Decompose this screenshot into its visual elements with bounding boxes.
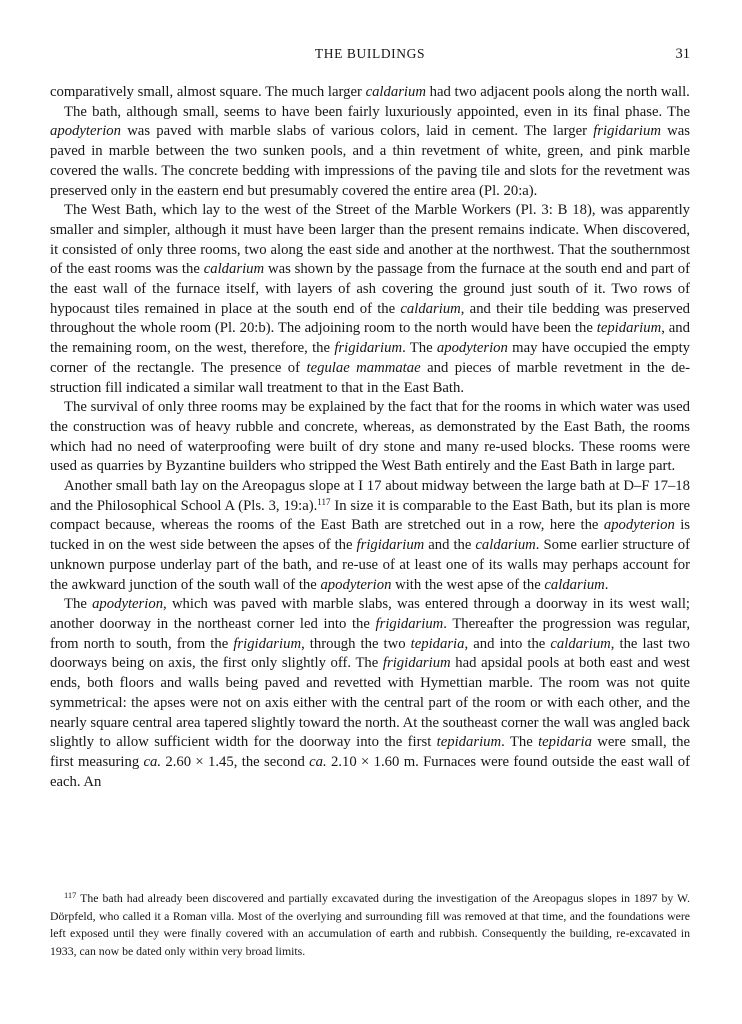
text-run: were small, the first measuring [50, 734, 690, 770]
italic-term: ca. [143, 753, 162, 770]
text-run: had apsidal pools at both east and west ends, both floors and walls being paved and revetted with Hymettian marble. The room was not quite symmetrical: the apses were not on axis either with the central part of the room or with each other, and the nearly square central area tapered slightly toward the north. At the southeast corner the wall was angled back slightly to allow sufficient width for the doorway into the first [50, 655, 690, 751]
text-run: . Thereafter the progression was regular, from north to south, from the [50, 615, 690, 652]
text-run: The bath, although small, seems to have been fairly luxuriously appointed, even in its final phase. The [64, 103, 690, 120]
italic-term: ca. [309, 753, 327, 770]
italic-term: apodyterion [436, 340, 508, 357]
italic-term: frigidarium [593, 123, 661, 140]
footnote-number: 117 [64, 890, 77, 900]
text-run: , and their tile bedding was preserved throughout the whole room (Pl. 20:b). The adjoining room to the north would have been the [50, 300, 690, 337]
body-paragraph [50, 201, 690, 398]
italic-term: apodyterion [603, 517, 675, 534]
footnote [50, 890, 690, 960]
running-title: THE BUILDINGS [314, 46, 426, 61]
italic-term: tegulae mammatae [306, 359, 421, 376]
text-run: , through the two [301, 635, 411, 652]
italic-term: caldarium [544, 576, 605, 593]
text-run: had two adjacent pools along the north wall. [425, 84, 690, 100]
text-run: 2.10 × 1.60 m. Furnaces were found outside the east wall of each. An [50, 753, 690, 790]
text-run: In size it is comparable to the East Bath, but its plan is more compact because, whereas the rooms of the East Bath are stretched out in a row, here the [50, 497, 690, 534]
text-run: was shown by the passage from the furnace at the south end and part of the east wall of the furnace itself, with layers of ash covering the ground just south of it. Two rows of hypocaust tiles remained in place at the south end of the [50, 261, 690, 317]
text-run: is tucked in on the west side between the apses of the [50, 517, 691, 554]
body-paragraph [50, 398, 690, 477]
text-run: 2.60 × 1.45, the second [161, 753, 310, 770]
italic-term: tepidarium [436, 734, 502, 751]
text-run: with the west apse of the [391, 576, 545, 593]
italic-term: caldarium [550, 635, 611, 652]
italic-term: caldarium [365, 84, 426, 100]
footnote-paragraph [50, 890, 690, 960]
body-paragraph [50, 103, 690, 202]
text-run: , and the remaining room, on the west, therefore, the [50, 320, 690, 357]
italic-term: tepidaria [538, 734, 592, 751]
text-run: was paved in marble between the two sunken pools, and a thin revetment of white, green, and pink marble covered the walls. The concrete bedding with impressions of the paving tile and slots for the revetment was preserved only in the eastern end but presumably covered the entire area (Pl. 20:a). [50, 123, 691, 199]
italic-term: frigidarium [356, 537, 425, 554]
italic-term: tepidarium [596, 320, 662, 337]
text-run: The [64, 596, 93, 613]
text-run: comparatively small, almost square. The much larger [50, 84, 366, 100]
footnote-reference: 117 [317, 496, 331, 507]
italic-term: frigidarium [233, 635, 302, 652]
text-run: and the [424, 537, 476, 554]
text-run: The West Bath, which lay to the west of the Street of the Marble Workers (Pl. 3: B 18), was apparently smaller and simpler, although it must have been larger than the present remains indicate. When discovered, it consisted of only three rooms, two along the east side and another at the northwest. That the southernmost of the east rooms was the [50, 202, 690, 278]
italic-term: frigidarium [375, 615, 444, 632]
italic-term: frigidarium [334, 340, 403, 357]
text-run: was paved with marble slabs of various colors, laid in cement. The larger [120, 123, 594, 140]
text-run: may have occupied the empty corner of the rectangle. The presence of [50, 340, 690, 376]
italic-term: caldarium [203, 261, 265, 278]
running-head [50, 46, 690, 66]
italic-term: caldarium [400, 300, 461, 317]
text-run: , the last two doorways being on axis, the first only slightly off. The [50, 635, 690, 672]
body-paragraph [50, 595, 690, 792]
italic-term: caldarium [475, 537, 536, 554]
italic-term: frigidarium [382, 655, 451, 672]
text-run: Another small bath lay on the Areopagus slope at I 17 about midway between the large bath at D–F 17–18 and the Philosophical School A (Pls. 3, 19:a). [50, 478, 690, 514]
body-text [50, 83, 690, 792]
text-run: . The [402, 340, 437, 357]
italic-term: apodyterion [320, 576, 392, 593]
text-run: . Some earlier structure of unknown purpose underlay part of the bath, and re-use of at least one of its walls may perhaps account for the awkward junction of the south wall of the [50, 537, 690, 593]
footnote-text: The bath had already been discovered and partially excavated during the investigation of the Areopagus slopes in 1897 by W. Dörpfeld, who called it a Roman villa. Most of the overlying and surrounding fill was removed at that time, and the foundations were left exposed until they were finally covered with an accumulation of earth and rubbish. Consequently the building, re-excavated in 1933, can now be dated only within very broad limits. [50, 891, 690, 958]
italic-term: apodyterion [50, 123, 121, 140]
body-paragraph [50, 477, 690, 595]
text-run: , which was paved with marble slabs, was entered through a doorway in its west wall; another doorway in the northeast corner led into the [50, 596, 690, 632]
page-number: 31 [675, 46, 690, 62]
text-run: , and into the [464, 635, 551, 652]
text-run: . [604, 576, 609, 593]
italic-term: apodyterion [92, 596, 164, 613]
text-run: and pieces of marble revetment in the destruction fill indicated a similar wall treatment to that in the East Bath. [50, 359, 691, 396]
text-run: The survival of only three rooms may be explained by the fact that for the rooms in which water was used the construction was of heavy rubble and concrete, whereas, as demonstrated by the East Bath, the rooms which had no need of waterproofing were built of dry stone and many re-used blocks. These rooms were used as quarries by Byzantine builders who stripped the West Bath entirely and the East Bath in large part. [50, 399, 690, 475]
italic-term: tepidaria [410, 635, 465, 652]
text-run: . The [501, 734, 539, 751]
body-paragraph [50, 83, 690, 103]
